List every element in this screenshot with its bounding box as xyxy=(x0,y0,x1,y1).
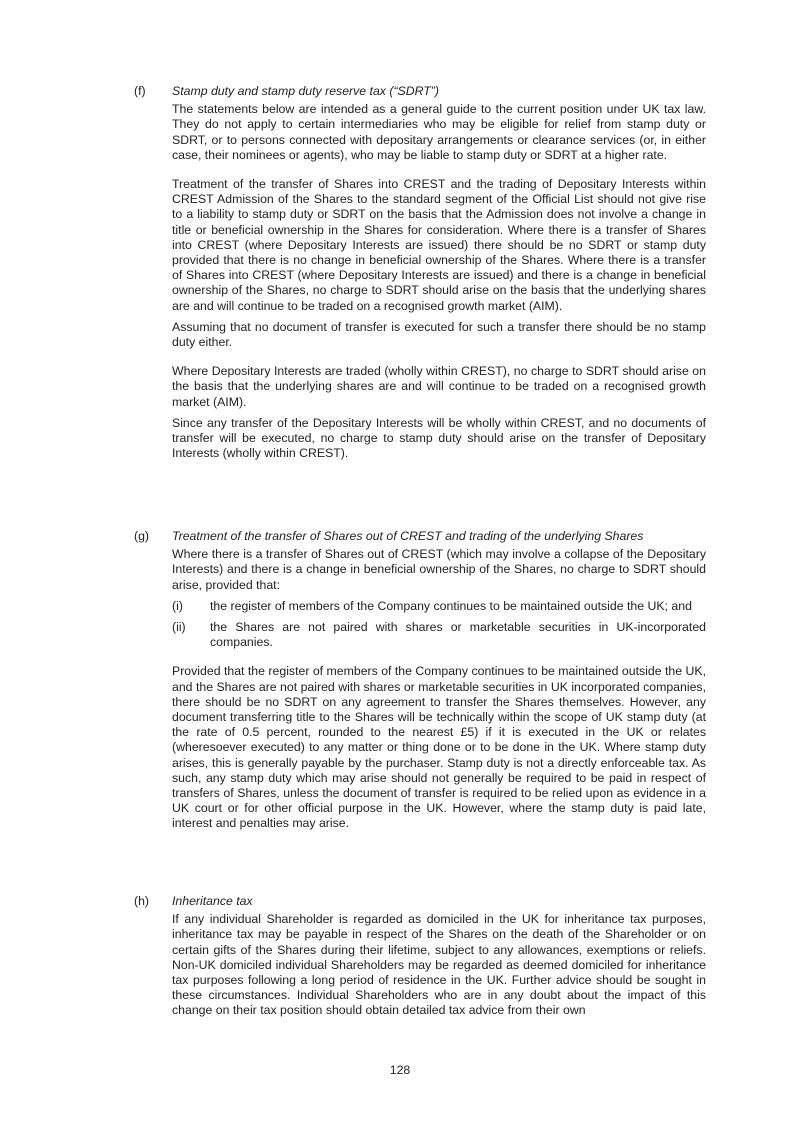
list-item-label: (i) xyxy=(172,598,183,613)
section-heading: Treatment of the transfer of Shares out of CREST and trading of the underlying Shares xyxy=(172,529,644,543)
section-f xyxy=(134,84,706,461)
paragraph: Treatment of the transfer of Shares into CREST and the trading of Depositary Interests within CREST Admission of the Shares to the standard segment of the Official List should not give rise to a liability to stamp duty or SDRT on the basis that the Admission does not involve a change in title or beneficial ownership in the Shares for consideration. Where there is a transfer of Shares into CREST (where Depositary Interests are issued) there should be no SDRT or stamp duty provided that there is no change in beneficial ownership of the Shares. Where there is a transfer of Shares into CREST (where Depositary Interests are issued) and there is a change in beneficial ownership of the Shares, no charge to SDRT should arise on the basis that the underlying shares are and will continue to be traded on a recognised growth market (AIM). xyxy=(172,177,706,313)
page-number: 128 xyxy=(389,1063,411,1077)
section-g xyxy=(134,529,706,832)
section-heading: Inheritance tax xyxy=(172,894,253,908)
section-h xyxy=(134,894,706,1019)
list-item xyxy=(172,620,706,650)
paragraph: If any individual Shareholder is regarded as domiciled in the UK for inheritance tax purposes, inheritance tax may be payable in respect of the Shares on the death of the Shareholder or on certain gifts of the Shares during their lifetime, subject to any allowances, exemptions or reliefs. Non-UK domiciled individual Shareholders may be regarded as deemed domiciled for inheritance tax purposes following a long period of residence in the UK. Further advice should be sought in these circumstances. Individual Shareholders who are in any doubt about the impact of this change on their tax position should obtain detailed tax advice from their own xyxy=(172,912,706,1018)
section-heading: Stamp duty and stamp duty reserve tax (“SDRT”) xyxy=(172,84,439,98)
section-label: (g) xyxy=(134,529,150,543)
section-label: (h) xyxy=(134,894,150,908)
paragraph: The statements below are intended as a general guide to the current position under UK tax law. They do not apply to certain intermediaries who may be eligible for relief from stamp duty or SDRT, or to persons connected with depositary arrangements or clearance services (or, in either case, their nominees or agents), who may be liable to stamp duty or SDRT at a higher rate. xyxy=(172,102,706,162)
list-item xyxy=(172,599,706,614)
paragraph: Where Depositary Interests are traded (wholly within CREST), no charge to SDRT should arise on the basis that the underlying shares are and will continue to be traded on a recognised growth market (AIM). xyxy=(172,364,706,409)
list-item-text: the Shares are not paired with shares or marketable securities in UK-incorporated companies. xyxy=(210,620,706,650)
section-label: (f) xyxy=(134,84,146,98)
paragraph: Assuming that no document of transfer is executed for such a transfer there should be no stamp duty either. xyxy=(172,319,706,350)
list-item-text: the register of members of the Company continues to be maintained outside the UK; and xyxy=(210,598,692,613)
list-item-label: (ii) xyxy=(172,620,186,635)
paragraph: Where there is a transfer of Shares out of CREST (which may involve a collapse of the Depositary Interests) and there is a change in beneficial ownership of the Shares, no charge to SDRT should arise, provided that: xyxy=(172,547,706,592)
paragraph: Since any transfer of the Depositary Interests will be wholly within CREST, and no documents of transfer will be executed, no charge to stamp duty should arise on the transfer of Depositary Interests (wholly within CREST). xyxy=(172,415,706,461)
paragraph: Provided that the register of members of the Company continues to be maintained outside the UK, and the Shares are not paired with shares or marketable securities in UK incorporated companies, there should be no SDRT on any agreement to transfer the Shares themselves. However, any document transferring title to the Shares will be technically within the scope of UK stamp duty (at the rate of 0.5 percent, rounded to the nearest £5) if it is executed in the UK or relates (wheresoever executed) to any matter or thing done or to be done in the UK. Where stamp duty arises, this is generally payable by the purchaser. Stamp duty is not a directly enforceable tax. As such, any stamp duty which may arise should not generally be required to be paid in respect of transfers of Shares, unless the document of transfer is required to be relied upon as evidence in a UK court or for other official purpose in the UK. However, where the stamp duty is paid late, interest and penalties may arise. xyxy=(172,664,706,831)
